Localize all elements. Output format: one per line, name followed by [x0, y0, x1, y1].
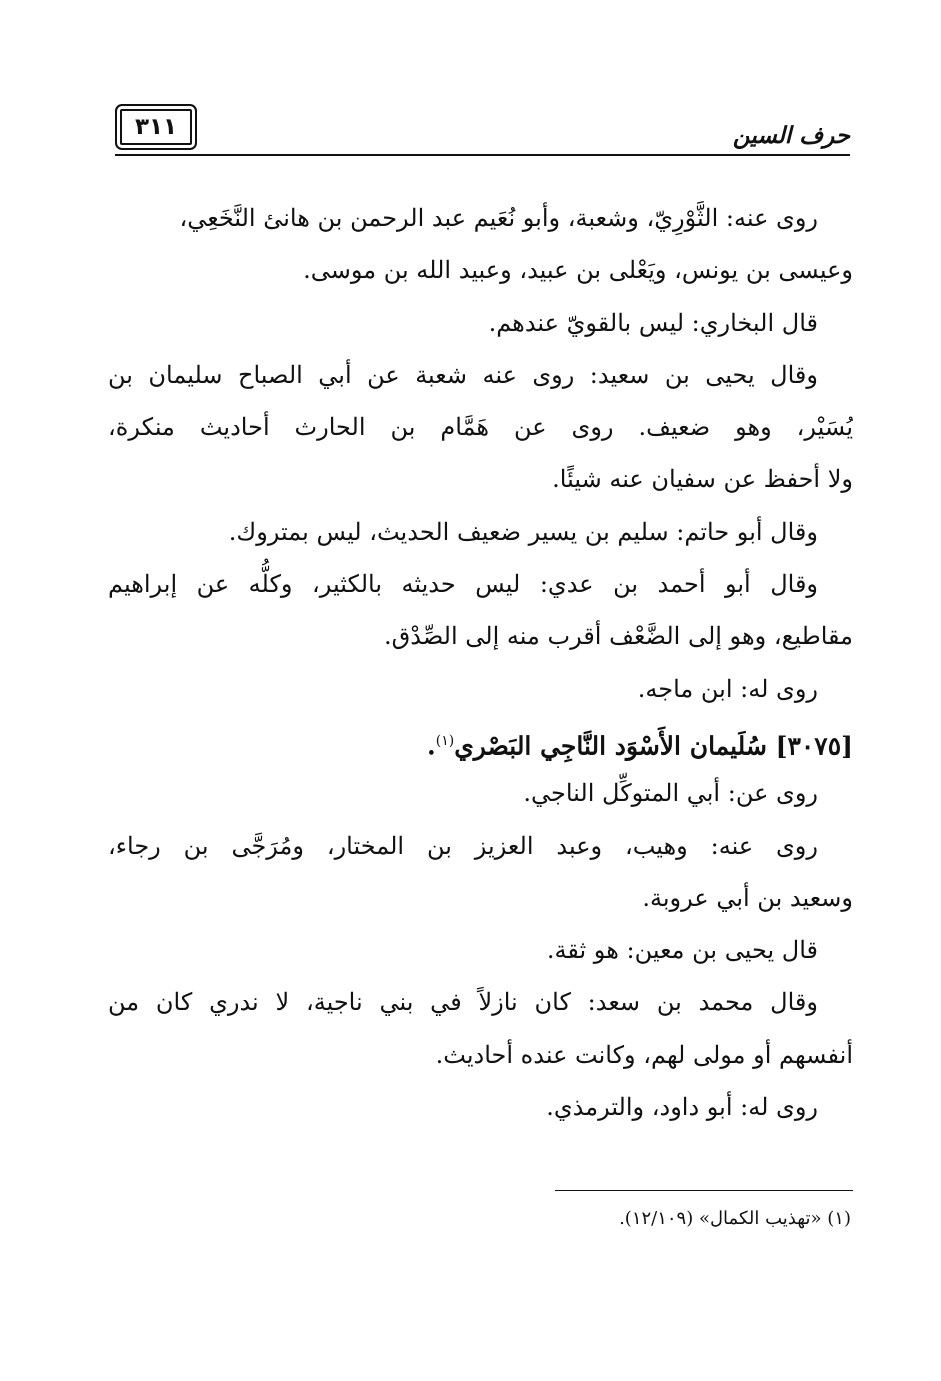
text-line: روى له: أبو داود، والترمذي.: [546, 1093, 818, 1122]
text-line: أنفسهم أو مولى لهم، وكانت عنده أحاديث.: [435, 1040, 853, 1069]
text-line: وقال يحيى بن سعيد: روى عنه شعبة عن أبي الصباح سليمان بن: [108, 360, 818, 389]
running-title: حرف السين: [732, 122, 850, 149]
header-rule: [115, 154, 850, 156]
entry-heading: [108, 715, 853, 767]
text-line: وقال أبو أحمد بن عدي: ليس حديثه بالكثير، وكلُّه عن إبراهيم: [108, 570, 819, 599]
entry-title: [٣٠٧٥] سُلَيمان الأَسْوَد النَّاجِي البَصْري: [454, 731, 853, 761]
body-text: [108, 192, 853, 1133]
text-line: وقال أبو حاتم: سليم بن يسير ضعيف الحديث، ليس بمتروك.: [228, 517, 818, 546]
text-line: قال البخاري: ليس بالقويّ عندهم.: [488, 308, 818, 337]
text-line: روى عنه: وهيب، وعبد العزيز بن المختار، ومُرَجَّى بن رجاء،: [108, 831, 818, 860]
text-line: روى عنه: الثَّوْرِيّ، وشعبة، وأبو نُعَيم عبد الرحمن بن هانئ النَّخَعِي،: [179, 204, 818, 232]
text-line: ولا أحفظ عن سفيان عنه شيئًا.: [552, 465, 853, 494]
text-line: يُسَيْر، وهو ضعيف. روى عن هَمَّام بن الحارث أحاديث منكرة،: [108, 413, 853, 442]
text-line: روى عن: أبي المتوكِّل الناجي.: [523, 779, 818, 808]
page-number: ٣١١: [115, 104, 197, 150]
footnote-rule: [555, 1190, 853, 1191]
entry-end: .: [427, 731, 436, 761]
text-line: روى له: ابن ماجه.: [637, 674, 818, 703]
text-line: مقاطيع، وهو إلى الضَّعْف أقرب منه إلى الصِّدْق.: [384, 622, 853, 651]
text-line: وعيسى بن يونس، ويَعْلى بن عبيد، وعبيد الله بن موسى.: [303, 256, 853, 285]
footnote-reference: (١): [435, 732, 455, 749]
text-line: وسعيد بن أبي عروبة.: [642, 883, 853, 912]
text-line: وقال محمد بن سعد: كان نازلاً في بني ناجية، لا ندري كان من: [108, 988, 818, 1017]
footnote: (١) «تهذيب الكمال» (١٢/١٠٩).: [619, 1208, 851, 1229]
page-header: [115, 100, 850, 160]
text-line: قال يحيى بن معين: هو ثقة.: [546, 936, 818, 965]
